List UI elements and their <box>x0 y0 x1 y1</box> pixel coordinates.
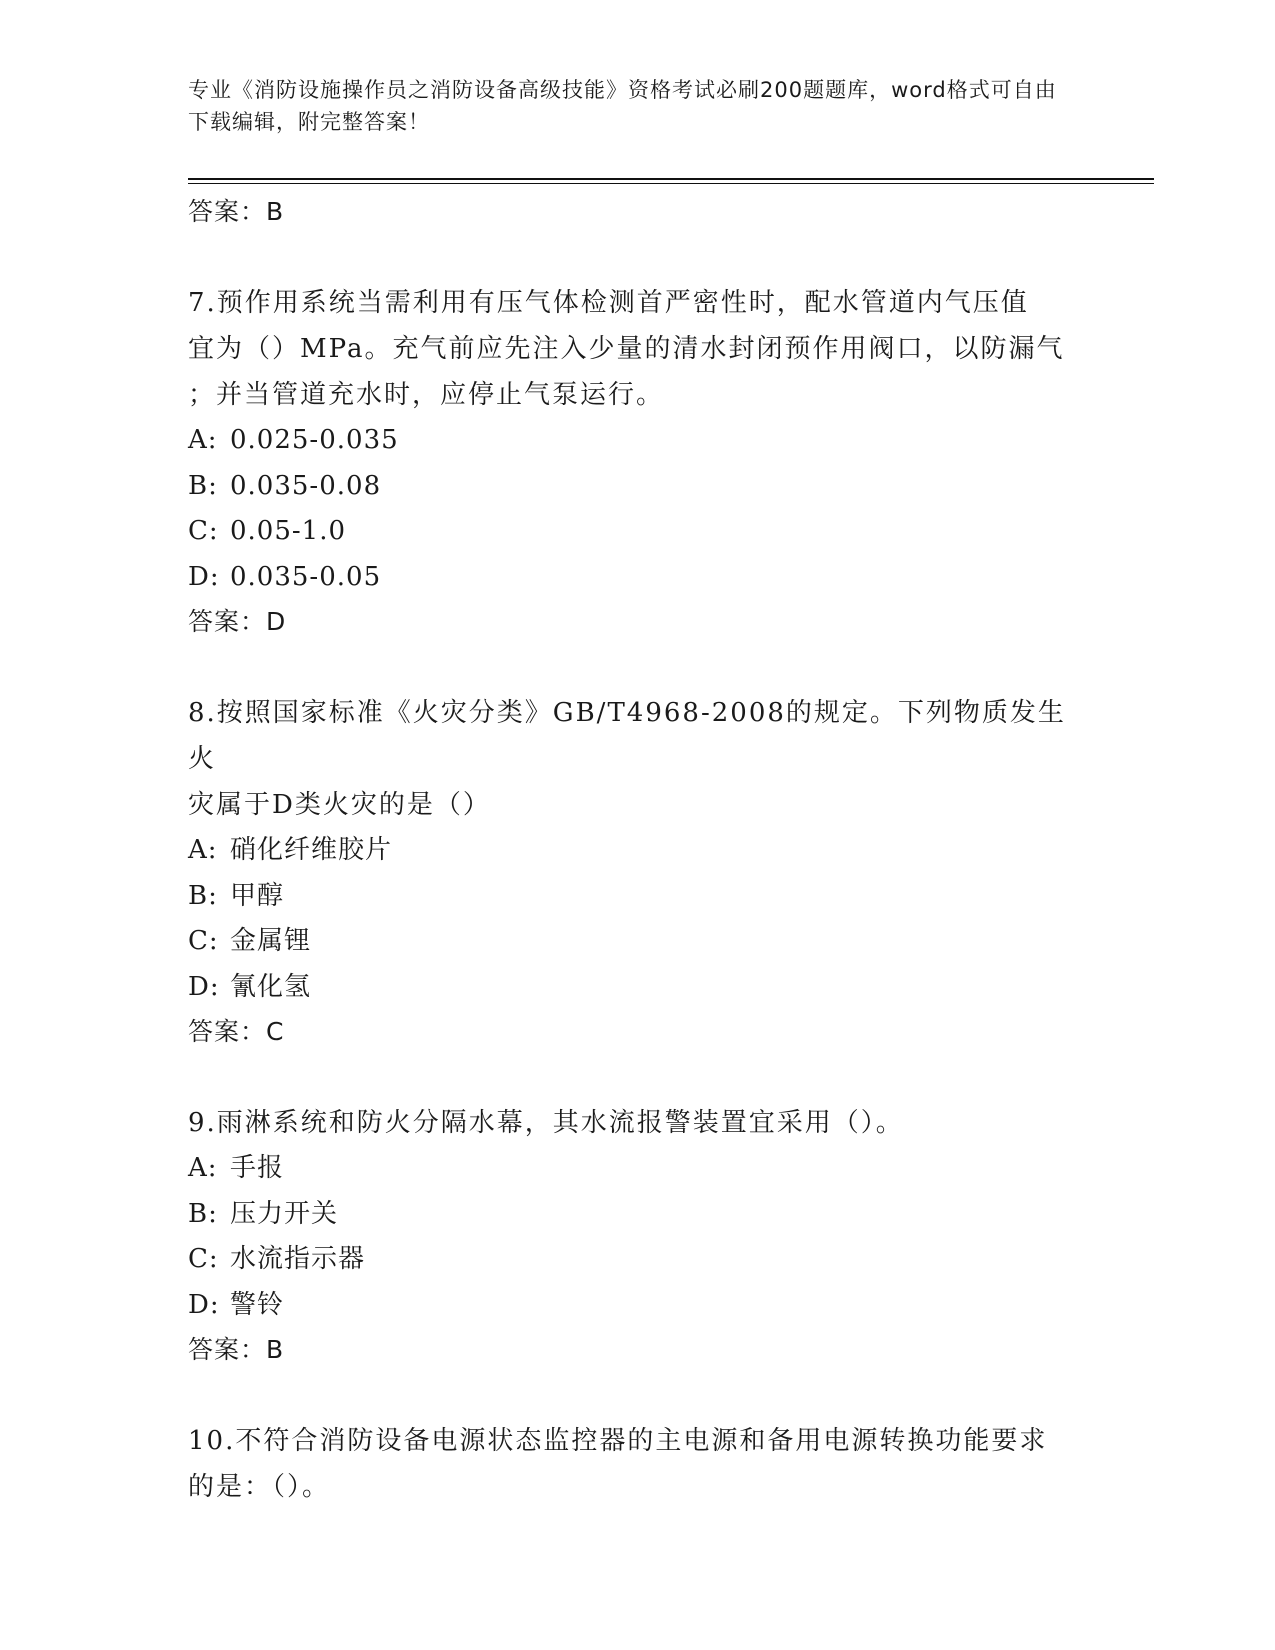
option-text: 硝化纤维胶片 <box>230 835 393 865</box>
option-key: A: <box>188 1153 218 1183</box>
option-key: C: <box>188 926 219 956</box>
option-a <box>188 1146 1088 1192</box>
option-d <box>188 555 1088 601</box>
header-divider-thin <box>188 183 1154 184</box>
question-item <box>188 1100 1088 1372</box>
option-b <box>188 874 1088 920</box>
option-a <box>188 828 1088 874</box>
option-text: 水流指示器 <box>230 1244 366 1274</box>
stem-line: 9.雨淋系统和防火分隔水幕，其水流报警装置宜采用（）。 <box>188 1108 904 1138</box>
option-key: A: <box>188 425 218 455</box>
option-key: D: <box>188 971 220 1002</box>
stem-line: 灾属于D类火灾的是（） <box>188 790 491 820</box>
option-key: B: <box>188 1198 218 1229</box>
option-c <box>188 1237 1088 1283</box>
option-c <box>188 919 1088 965</box>
option-text: 氰化氢 <box>230 971 312 1002</box>
stem-line: ；并当管道充水时，应停止气泵运行。 <box>188 380 665 410</box>
question-item <box>188 1418 1088 1510</box>
answer-line: 答案：B <box>188 197 285 226</box>
option-text: 甲醇 <box>230 880 285 911</box>
option-b <box>188 1192 1088 1238</box>
header-divider-thick <box>188 178 1154 180</box>
option-a <box>188 418 1088 464</box>
question-item <box>188 690 1088 1054</box>
answer-line: 答案：D <box>188 607 287 636</box>
stem-line: 的是：（）。 <box>188 1472 331 1502</box>
option-key: C: <box>188 1244 219 1274</box>
option-b <box>188 464 1088 510</box>
question-list <box>188 190 1088 1510</box>
question-stem <box>188 1418 1088 1510</box>
option-d <box>188 1283 1088 1329</box>
option-key: B: <box>188 470 218 501</box>
answer-line: 答案：B <box>188 1335 285 1364</box>
option-c <box>188 509 1088 555</box>
option-text: 0.05-1.0 <box>230 516 347 546</box>
stem-line: 7.预作用系统当需利用有压气体检测首严密性时，配水管道内气压值 <box>188 288 1029 318</box>
option-key: D: <box>188 1289 220 1320</box>
option-text: 0.035-0.08 <box>230 470 382 501</box>
stem-line: 10.不符合消防设备电源状态监控器的主电源和备用电源转换功能要求 <box>188 1426 1048 1456</box>
stem-line: 宜为（）MPa。充气前应先注入少量的清水封闭预作用阀口，以防漏气 <box>188 334 1065 364</box>
option-text: 压力开关 <box>230 1198 339 1229</box>
option-text: 金属锂 <box>230 926 312 956</box>
question-stem <box>188 1100 1088 1146</box>
question-stem <box>188 690 1088 828</box>
option-text: 0.025-0.035 <box>230 425 399 455</box>
option-key: D: <box>188 561 220 592</box>
option-text: 警铃 <box>230 1289 285 1320</box>
answer-line: 答案：C <box>188 1017 285 1046</box>
option-key: B: <box>188 880 218 911</box>
option-key: C: <box>188 516 219 546</box>
option-text: 0.035-0.05 <box>230 561 382 592</box>
option-key: A: <box>188 835 218 865</box>
question-stem <box>188 280 1088 418</box>
stem-line: 8.按照国家标准《火灾分类》GB/T4968-2008的规定。下列物质发生火 <box>188 698 1066 774</box>
option-d <box>188 965 1088 1011</box>
document-header: 专业《消防设施操作员之消防设备高级技能》资格考试必刷200题题库，word格式可自由下载编辑，附完整答案！ <box>188 78 1057 134</box>
option-text: 手报 <box>230 1153 285 1183</box>
question-item <box>188 280 1088 644</box>
